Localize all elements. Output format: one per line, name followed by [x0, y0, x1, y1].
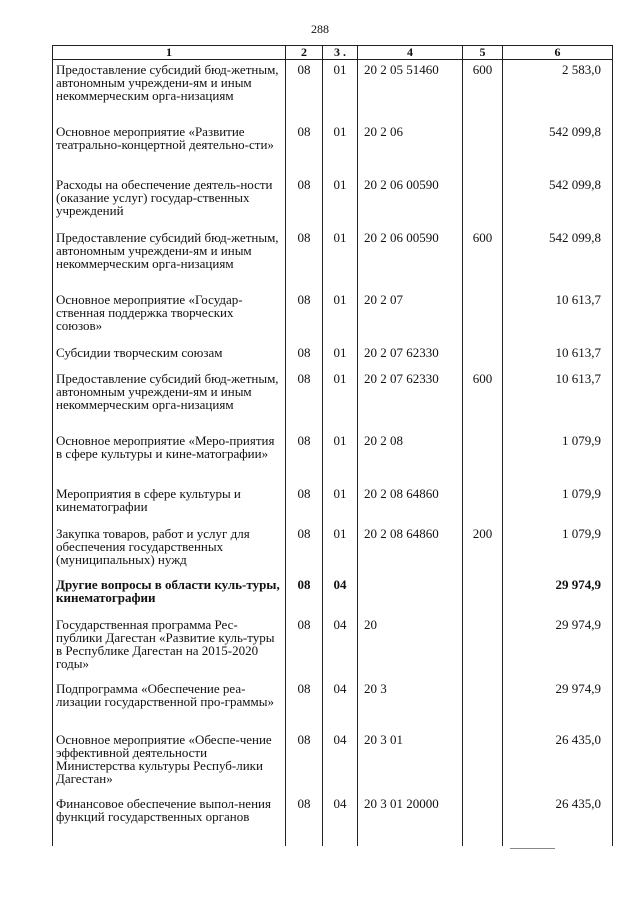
budget-table	[52, 45, 613, 846]
row-name: Основное мероприятие «Меро-приятия в сфере культуры и кине-матографии»	[53, 431, 286, 484]
row-section: 08	[286, 343, 323, 369]
table-row	[53, 290, 613, 343]
row-expense-type	[463, 431, 503, 484]
row-section: 08	[286, 615, 323, 679]
row-amount: 542 099,8	[503, 228, 613, 290]
row-expense-type	[463, 615, 503, 679]
row-amount: 10 613,7	[503, 369, 613, 431]
row-name: Подпрограмма «Обеспечение реа-лизации государственной про-граммы»	[53, 679, 286, 730]
row-subsection: 04	[323, 615, 358, 679]
row-target-code: 20 2 07	[358, 290, 463, 343]
row-expense-type: 600	[463, 60, 503, 122]
table-row	[53, 730, 613, 794]
row-target-code: 20 2 08 64860	[358, 484, 463, 524]
row-name: Предоставление субсидий бюд-жетным, автономным учреждени-ям и иным некоммерческим орга-низациям	[53, 228, 286, 290]
table-row	[53, 484, 613, 524]
row-target-code: 20 2 07 62330	[358, 343, 463, 369]
table-row	[53, 343, 613, 369]
row-section: 08	[286, 575, 323, 615]
row-section: 08	[286, 369, 323, 431]
row-name: Основное мероприятие «Развитие театрально-концертной деятельно-сти»	[53, 122, 286, 175]
row-expense-type	[463, 794, 503, 846]
row-name: Основное мероприятие «Обеспе-чение эффективной деятельности Министерства культуры Респуб-лики Дагестан»	[53, 730, 286, 794]
row-expense-type: 600	[463, 228, 503, 290]
row-amount: 29 974,9	[503, 575, 613, 615]
row-section: 08	[286, 60, 323, 122]
row-name: Закупка товаров, работ и услуг для обеспечения государственных (муниципальных) нужд	[53, 524, 286, 575]
row-expense-type	[463, 484, 503, 524]
row-target-code: 20 3 01	[358, 730, 463, 794]
row-target-code: 20 3	[358, 679, 463, 730]
col-header-5: 5	[463, 46, 503, 60]
row-subsection: 01	[323, 122, 358, 175]
row-amount: 29 974,9	[503, 615, 613, 679]
col-header-1: 1	[53, 46, 286, 60]
row-expense-type	[463, 175, 503, 228]
signature-line	[510, 848, 555, 849]
row-target-code: 20 2 06 00590	[358, 228, 463, 290]
row-expense-type	[463, 679, 503, 730]
row-expense-type: 600	[463, 369, 503, 431]
table-body	[53, 60, 613, 846]
row-subsection: 04	[323, 730, 358, 794]
table-row	[53, 679, 613, 730]
row-subsection: 01	[323, 175, 358, 228]
row-expense-type: 200	[463, 524, 503, 575]
row-amount: 26 435,0	[503, 794, 613, 846]
row-target-code	[358, 575, 463, 615]
row-target-code: 20 3 01 20000	[358, 794, 463, 846]
row-target-code: 20 2 06	[358, 122, 463, 175]
table-row	[53, 175, 613, 228]
row-name: Мероприятия в сфере культуры и кинематографии	[53, 484, 286, 524]
row-amount: 542 099,8	[503, 122, 613, 175]
row-subsection: 01	[323, 431, 358, 484]
page-number: 288	[311, 22, 329, 36]
table-row	[53, 228, 613, 290]
row-section: 08	[286, 122, 323, 175]
row-target-code: 20 2 08	[358, 431, 463, 484]
row-subsection: 04	[323, 794, 358, 846]
table-row	[53, 575, 613, 615]
row-expense-type	[463, 343, 503, 369]
table-row	[53, 524, 613, 575]
row-section: 08	[286, 290, 323, 343]
table-row	[53, 431, 613, 484]
row-amount: 1 079,9	[503, 524, 613, 575]
row-amount: 2 583,0	[503, 60, 613, 122]
row-target-code: 20 2 07 62330	[358, 369, 463, 431]
row-subsection: 01	[323, 484, 358, 524]
row-name: Основное мероприятие «Государ-ственная поддержка творческих союзов»	[53, 290, 286, 343]
col-header-6: 6	[503, 46, 613, 60]
row-name: Государственная программа Рес-публики Дагестан «Развитие куль-туры в Республике Дагестан на 2015-2020 годы»	[53, 615, 286, 679]
row-amount: 542 099,8	[503, 175, 613, 228]
row-target-code: 20	[358, 615, 463, 679]
row-subsection: 01	[323, 343, 358, 369]
row-section: 08	[286, 730, 323, 794]
row-name: Предоставление субсидий бюд-жетным, автономным учреждени-ям и иным некоммерческим орга-низациям	[53, 369, 286, 431]
row-amount: 29 974,9	[503, 679, 613, 730]
table-row	[53, 615, 613, 679]
row-subsection: 01	[323, 228, 358, 290]
row-subsection: 01	[323, 60, 358, 122]
row-section: 08	[286, 431, 323, 484]
row-target-code: 20 2 06 00590	[358, 175, 463, 228]
row-name: Предоставление субсидий бюд-жетным, автономным учреждени-ям и иным некоммерческим орга-низациям	[53, 60, 286, 122]
col-header-3: 3 .	[323, 46, 358, 60]
row-section: 08	[286, 228, 323, 290]
row-expense-type	[463, 122, 503, 175]
row-section: 08	[286, 484, 323, 524]
row-section: 08	[286, 524, 323, 575]
table-row	[53, 60, 613, 122]
row-target-code: 20 2 08 64860	[358, 524, 463, 575]
table-row	[53, 794, 613, 846]
row-name: Другие вопросы в области куль-туры, кинематографии	[53, 575, 286, 615]
row-name: Субсидии творческим союзам	[53, 343, 286, 369]
row-subsection: 01	[323, 290, 358, 343]
col-header-4: 4	[358, 46, 463, 60]
row-subsection: 04	[323, 575, 358, 615]
row-amount: 10 613,7	[503, 290, 613, 343]
row-subsection: 01	[323, 524, 358, 575]
row-amount: 1 079,9	[503, 484, 613, 524]
table-row	[53, 122, 613, 175]
row-amount: 26 435,0	[503, 730, 613, 794]
row-target-code: 20 2 05 51460	[358, 60, 463, 122]
row-name: Финансовое обеспечение выпол-нения функций государственных органов	[53, 794, 286, 846]
row-expense-type	[463, 575, 503, 615]
row-subsection: 01	[323, 369, 358, 431]
row-expense-type	[463, 290, 503, 343]
row-section: 08	[286, 175, 323, 228]
row-amount: 1 079,9	[503, 431, 613, 484]
row-amount: 10 613,7	[503, 343, 613, 369]
table-header	[53, 46, 613, 60]
row-subsection: 04	[323, 679, 358, 730]
row-expense-type	[463, 730, 503, 794]
row-section: 08	[286, 794, 323, 846]
row-section: 08	[286, 679, 323, 730]
col-header-2: 2	[286, 46, 323, 60]
table-row	[53, 369, 613, 431]
row-name: Расходы на обеспечение деятель-ности (оказание услуг) государ-ственных учреждений	[53, 175, 286, 228]
